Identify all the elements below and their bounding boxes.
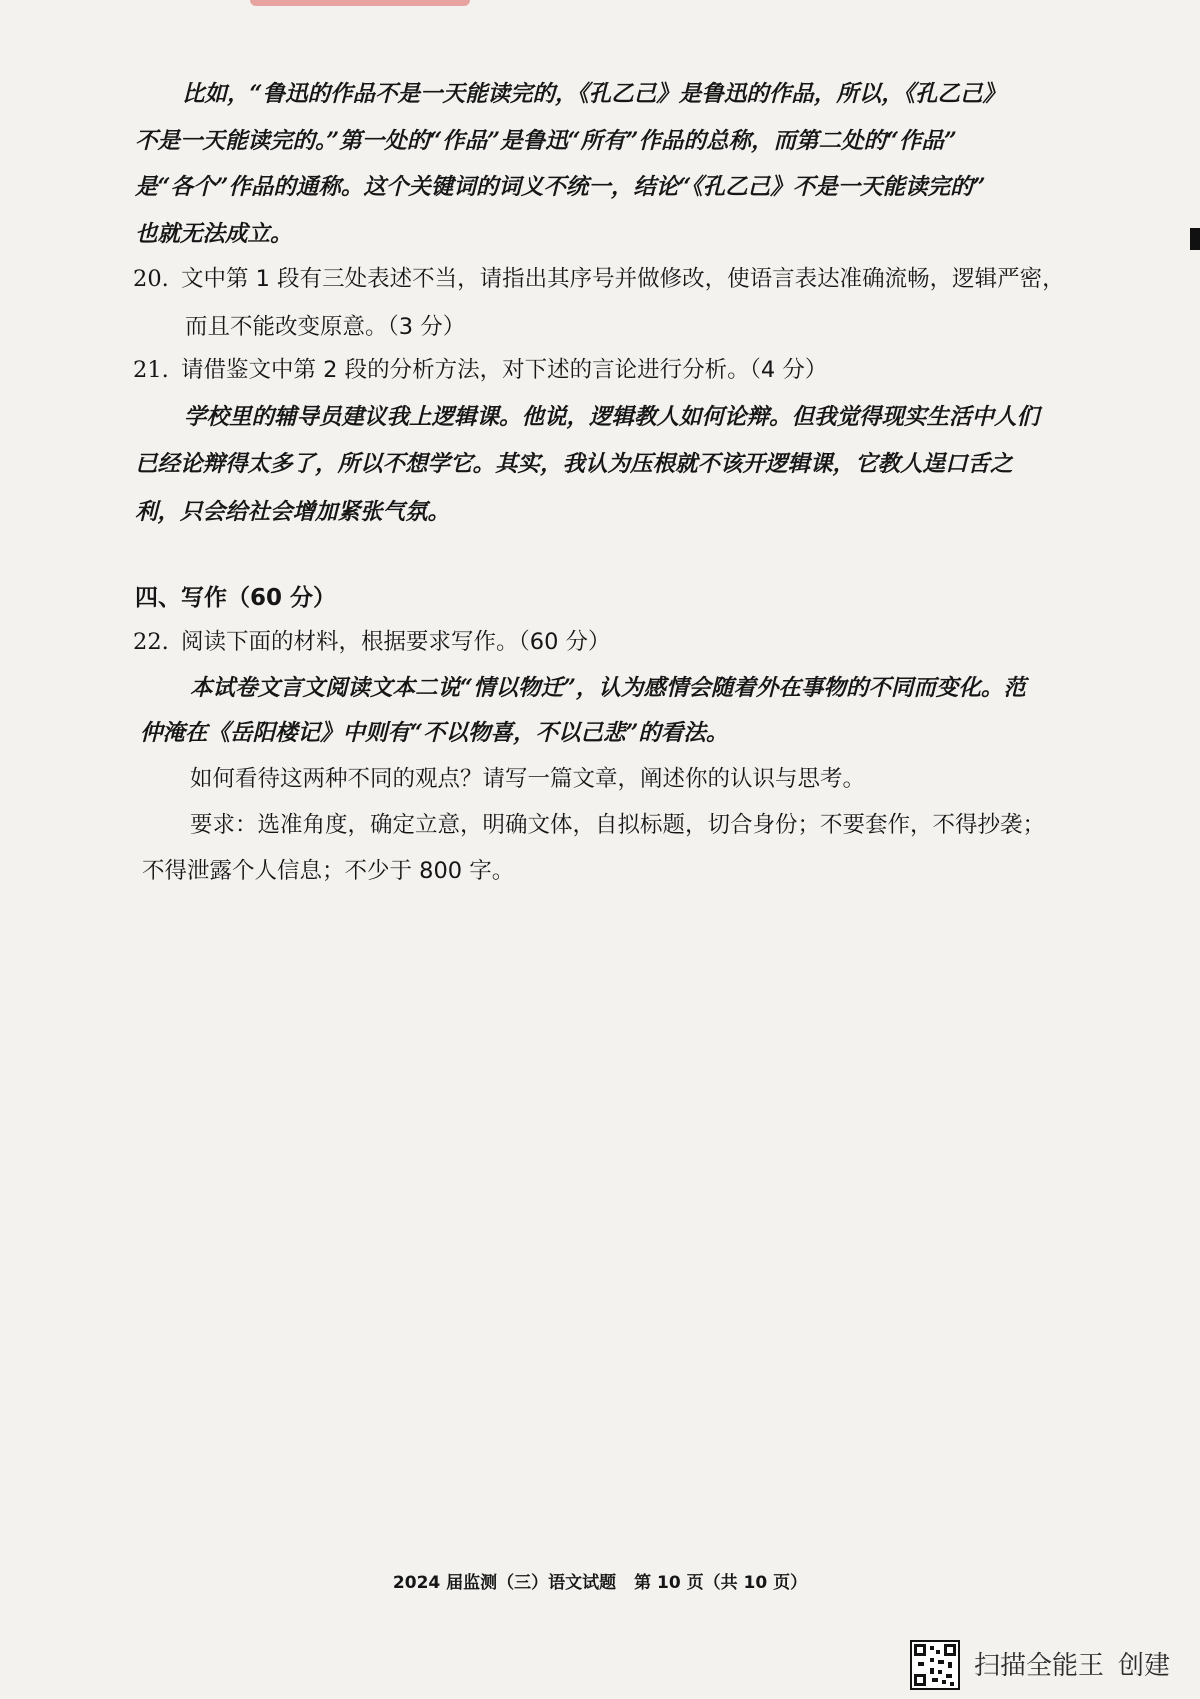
- scanner-action: 创建: [1118, 1651, 1171, 1681]
- footer-exam-title: 2024 届监测（三）语文试题: [392, 1573, 617, 1593]
- section-heading: 四、写作（60 分）: [135, 585, 337, 611]
- scanner-brand-name: 扫描全能王: [974, 1651, 1105, 1681]
- material-line-1: 本试卷文言文阅读文本二说“情以物迁”，认为感情会随着外在事物的不同而变化。范: [190, 675, 1026, 701]
- scanner-watermark: [974, 1645, 1184, 1682]
- question-20-text: 文中第 1 段有三处表述不当，请指出其序号并做修改，使语言表达准确流畅，逻辑严密，: [181, 266, 1065, 292]
- question-22: [133, 627, 611, 657]
- question-20-number: 20.: [133, 266, 169, 292]
- quote-line-3: 利，只会给社会增加紧张气氛。: [135, 499, 451, 525]
- material-line-2: 仲淹在《岳阳楼记》中则有“不以物喜，不以己悲”的看法。: [140, 720, 729, 746]
- passage-line-4: 也就无法成立。: [135, 221, 293, 247]
- question-21: [133, 355, 827, 385]
- passage-line-3: 是“各个”作品的通称。这个关键词的词义不统一，结论“《孔乙己》不是一天能读完的”: [135, 174, 986, 200]
- quote-line-2: 已经论辩得太多了，所以不想学它。其实，我认为压根就不该开逻辑课，它教人逞口舌之: [135, 451, 1013, 477]
- question-20-text-cont: 而且不能改变原意。（3 分）: [185, 314, 466, 340]
- quote-line-1: 学校里的辅导员建议我上逻辑课。他说，逻辑教人如何论辩。但我觉得现实生活中人们: [184, 404, 1040, 430]
- qr-code-icon: [910, 1640, 960, 1690]
- question-20: [133, 264, 1065, 294]
- question-22-number: 22.: [133, 629, 169, 655]
- question-22-text: 阅读下面的材料，根据要求写作。（60 分）: [181, 629, 611, 655]
- passage-line-1: 比如，“鲁迅的作品不是一天能读完的，《孔乙己》是鲁迅的作品，所以，《孔乙己》: [182, 81, 1005, 107]
- requirements-line-2: 不得泄露个人信息；不少于 800 字。: [142, 858, 515, 884]
- footer-page-number: 第 10 页（共 10 页）: [634, 1573, 808, 1593]
- question-21-number: 21.: [133, 357, 169, 383]
- passage-line-2: 不是一天能读完的。”第一处的“作品”是鲁迅“所有”作品的总称，而第二处的“作品”: [135, 128, 957, 154]
- edge-mark: [1190, 228, 1200, 250]
- page-footer: [0, 1568, 1200, 1593]
- writing-prompt: 如何看待这两种不同的观点？请写一篇文章，阐述你的认识与思考。: [190, 766, 866, 792]
- question-21-text: 请借鉴文中第 2 段的分析方法，对下述的言论进行分析。（4 分）: [181, 357, 828, 383]
- top-red-mark: [250, 0, 470, 6]
- requirements-line-1: 要求：选准角度，确定立意，明确文体，自拟标题，切合身份；不要套作，不得抄袭；: [190, 812, 1046, 838]
